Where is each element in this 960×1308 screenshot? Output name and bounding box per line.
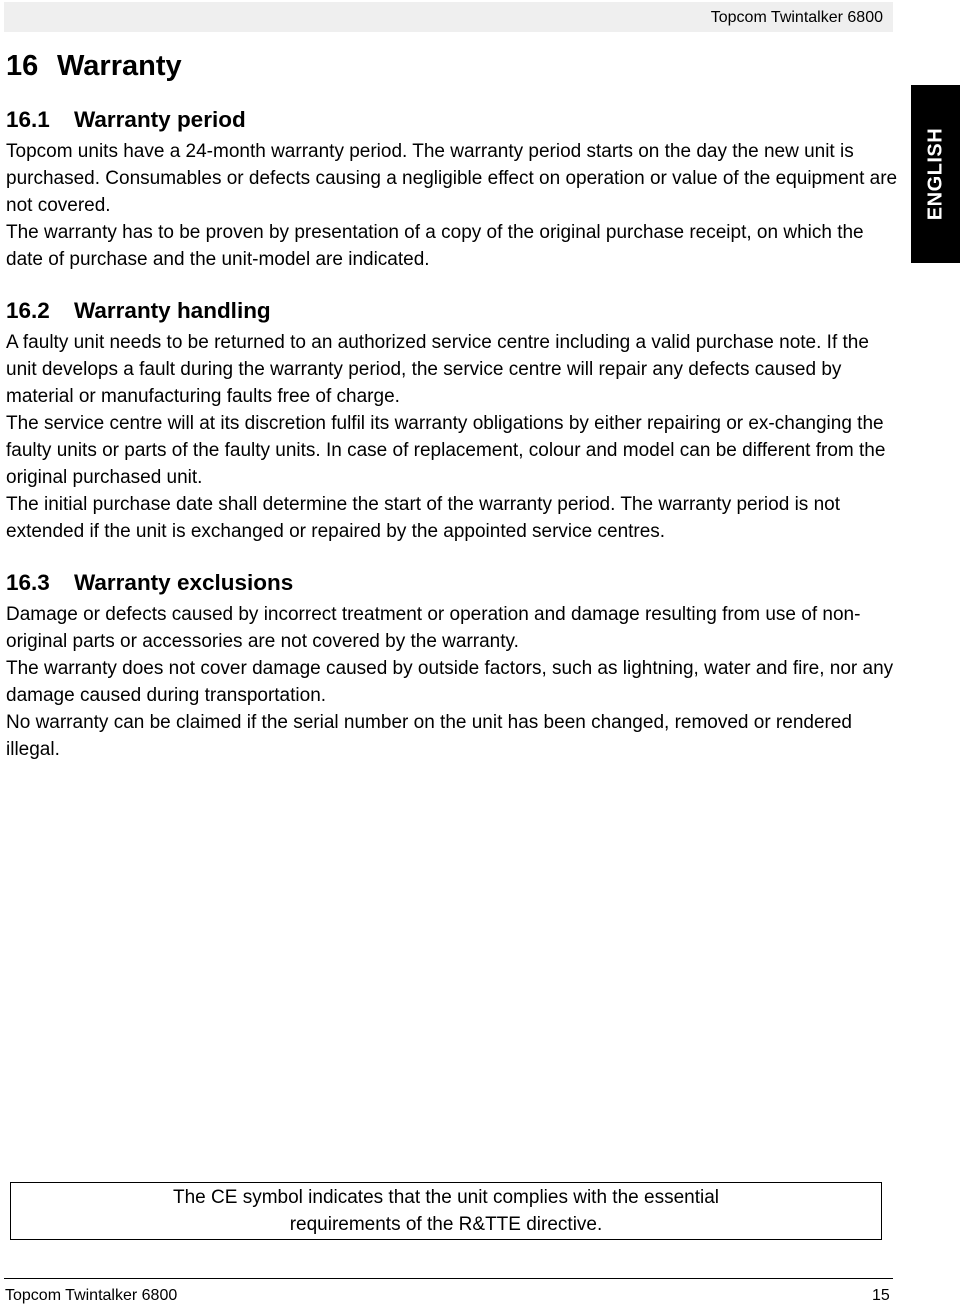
section-number: 16.2 [6, 298, 50, 323]
paragraph: The warranty does not cover damage caused by outside factors, such as lightning, water and fire, nor any damage caused during transportation. [6, 658, 894, 706]
section-warranty-period [6, 106, 898, 273]
page-header [4, 2, 893, 32]
page-number: 15 [872, 1287, 890, 1304]
section-heading [6, 569, 898, 597]
footer-divider [4, 1278, 893, 1279]
chapter-heading [6, 40, 898, 92]
section-title: Warranty period [74, 107, 246, 132]
paragraph: No warranty can be claimed if the serial number on the unit has been changed, removed or rendered illegal. [6, 712, 852, 760]
paragraph: The service centre will at its discretion fulfil its warranty obligations by either repairing or ex-changing the faulty units or parts of the faulty units. In case of replacement, colour and model can be different from the original purchased unit. [6, 413, 886, 488]
language-tab [911, 85, 960, 263]
section-warranty-exclusions [6, 569, 898, 763]
ce-notice-box [10, 1182, 882, 1240]
ce-notice-line: The CE symbol indicates that the unit complies with the essential [173, 1187, 719, 1208]
section-heading [6, 106, 898, 134]
page-content [6, 40, 898, 763]
ce-notice-line: requirements of the R&TTE directive. [289, 1214, 603, 1235]
section-warranty-handling [6, 297, 898, 545]
paragraph: Damage or defects caused by incorrect treatment or operation and damage resulting from use of non-original parts or accessories are not covered by the warranty. [6, 604, 861, 652]
paragraph: A faulty unit needs to be returned to an authorized service centre including a valid purchase note. If the unit develops a fault during the warranty period, the service centre will repair any defects caused by material or manufacturing faults free of charge. [6, 332, 869, 407]
chapter-number: 16 [6, 50, 39, 82]
paragraph: The initial purchase date shall determine the start of the warranty period. The warranty period is not extended if the unit is exchanged or repaired by the appointed service centres. [6, 494, 840, 542]
section-title: Warranty exclusions [74, 570, 294, 595]
section-title: Warranty handling [74, 298, 271, 323]
chapter-title: Warranty [57, 50, 182, 82]
section-heading [6, 297, 898, 325]
paragraph: Topcom units have a 24-month warranty period. The warranty period starts on the day the new unit is purchased. Consumables or defects causing a negligible effect on operation or value of the equipment are not covered. [6, 141, 898, 216]
footer-product-title: Topcom Twintalker 6800 [5, 1287, 178, 1304]
header-product-title: Topcom Twintalker 6800 [710, 9, 883, 26]
section-number: 16.1 [6, 107, 50, 132]
section-number: 16.3 [6, 570, 50, 595]
language-tab-label: ENGLISH [924, 127, 946, 221]
paragraph: The warranty has to be proven by presentation of a copy of the original purchase receipt, on which the date of purchase and the unit-model are indicated. [6, 222, 864, 270]
